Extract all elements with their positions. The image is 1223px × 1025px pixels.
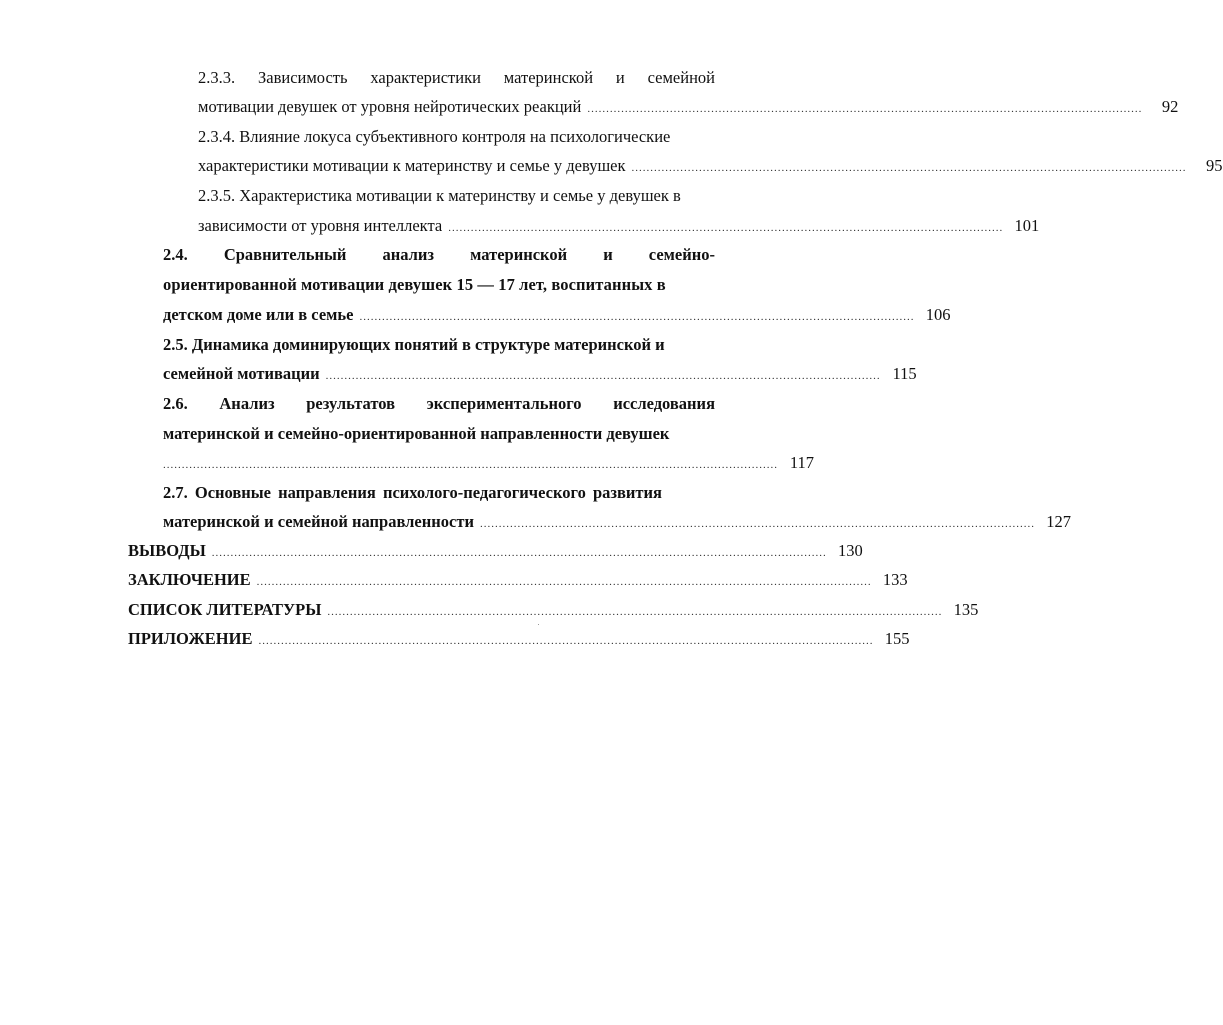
toc-entry-text: характеристики мотивации к материнству и семье у девушек xyxy=(198,156,626,175)
dot-leader: .................................................................................................................................................................... xyxy=(163,459,778,471)
dot-leader: .................................................................................................................................................................... xyxy=(258,635,874,647)
toc-entry-2-5-line1: 2.5. Динамика доминирующих понятий в структуре материнской и xyxy=(163,335,665,354)
toc-word: Анализ xyxy=(219,394,275,413)
toc-entry-text: ПРИЛОЖЕНИЕ xyxy=(128,629,253,648)
toc-entry-text: мотивации девушек от уровня нейротических реакций xyxy=(198,97,582,116)
page-number: 155 xyxy=(884,629,910,648)
page-number: 135 xyxy=(953,600,979,619)
toc-entry-text: детском доме или в семье xyxy=(163,305,354,324)
dot-leader: .................................................................................................................................................................... xyxy=(327,606,943,618)
toc-word: результатов xyxy=(306,394,395,413)
toc-word: материнской xyxy=(470,245,568,264)
page-number: 92 xyxy=(1161,97,1179,116)
page-number: 95 xyxy=(1206,156,1223,175)
toc-entry-text: ЗАКЛЮЧЕНИЕ xyxy=(128,570,251,589)
toc-entry-appendix[interactable] xyxy=(128,627,910,651)
toc-word: и xyxy=(603,245,613,264)
toc-entry-references[interactable] xyxy=(128,598,979,622)
page-number: 117 xyxy=(789,453,814,472)
dot-leader: .................................................................................................................................................................... xyxy=(211,547,827,559)
page-number: 101 xyxy=(1014,216,1040,235)
toc-entry-2-4-line2: ориентированной мотивации девушек 15 — 17 лет, воспитанных в xyxy=(163,275,666,294)
toc-entry-2-5-line2[interactable] xyxy=(163,362,917,386)
dot-leader: .................................................................................................................................................... xyxy=(448,222,1004,234)
toc-entry-2-4-line1 xyxy=(163,243,715,267)
page-number: 106 xyxy=(925,305,951,324)
toc-word: Сравнительный xyxy=(223,245,347,264)
dot-leader: .................................................................................................................................................... xyxy=(479,518,1035,530)
toc-entry-2-3-3-line2[interactable] xyxy=(198,95,1179,119)
toc-entry-text: материнской и семейной направленности xyxy=(163,512,474,531)
toc-word: 2.4. xyxy=(163,245,188,264)
dot-leader: .................................................................................................................................................... xyxy=(325,370,881,382)
toc-entry-text: семейной мотивации xyxy=(163,364,320,383)
toc-entry-2-7-line2[interactable] xyxy=(163,510,1071,534)
page-number: 115 xyxy=(892,364,917,383)
toc-word: 2.3.3. xyxy=(198,68,236,87)
dot-leader: .................................................................................................................................................................... xyxy=(256,576,872,588)
toc-word: материнской xyxy=(503,68,594,87)
page-number: 133 xyxy=(882,570,908,589)
toc-word: семейно- xyxy=(648,245,715,264)
toc-entry-2-7-line1: 2.7. Основные направления психолого-педагогического развития xyxy=(163,483,662,502)
toc-entry-2-4-line3[interactable] xyxy=(163,303,951,327)
toc-entry-2-3-5-line2[interactable] xyxy=(198,214,1040,238)
scan-speck xyxy=(538,624,539,625)
dot-leader: .................................................................................................................................................... xyxy=(359,311,915,323)
toc-entry-text: зависимости от уровня интеллекта xyxy=(198,216,443,235)
toc-entry-conclusions[interactable] xyxy=(128,539,863,563)
toc-word: экспериментального xyxy=(426,394,582,413)
toc-entry-text: СПИСОК ЛИТЕРАТУРЫ xyxy=(128,600,322,619)
dot-leader: .................................................................................................................................................... xyxy=(631,162,1187,174)
page-number: 130 xyxy=(838,541,863,560)
toc-entry-2-3-3-line1 xyxy=(198,66,715,90)
toc-word: семейной xyxy=(647,68,715,87)
toc-word: характеристики xyxy=(370,68,481,87)
toc-entry-2-6-line2: материнской и семейно-ориентированной направленности девушек xyxy=(163,424,670,443)
toc-word: исследования xyxy=(613,394,715,413)
toc-entry-summary[interactable] xyxy=(128,568,908,592)
page-number: 127 xyxy=(1046,512,1071,531)
toc-word: анализ xyxy=(382,245,435,264)
toc-word: и xyxy=(615,68,625,87)
toc-entry-2-3-4-line2[interactable] xyxy=(198,154,1223,178)
toc-entry-2-6-line1 xyxy=(163,392,715,416)
toc-entry-2-3-4-line1: 2.3.4. Влияние локуса субъективного контроля на психологические xyxy=(198,127,671,146)
dot-leader: .................................................................................................................................................... xyxy=(587,103,1143,115)
toc-word: 2.6. xyxy=(163,394,188,413)
toc-word: Зависимость xyxy=(257,68,348,87)
toc-entry-text: ВЫВОДЫ xyxy=(128,541,206,560)
toc-entry-2-6-line3[interactable] xyxy=(163,451,814,475)
toc-entry-2-3-5-line1: 2.3.5. Характеристика мотивации к материнству и семье у девушек в xyxy=(198,186,681,205)
